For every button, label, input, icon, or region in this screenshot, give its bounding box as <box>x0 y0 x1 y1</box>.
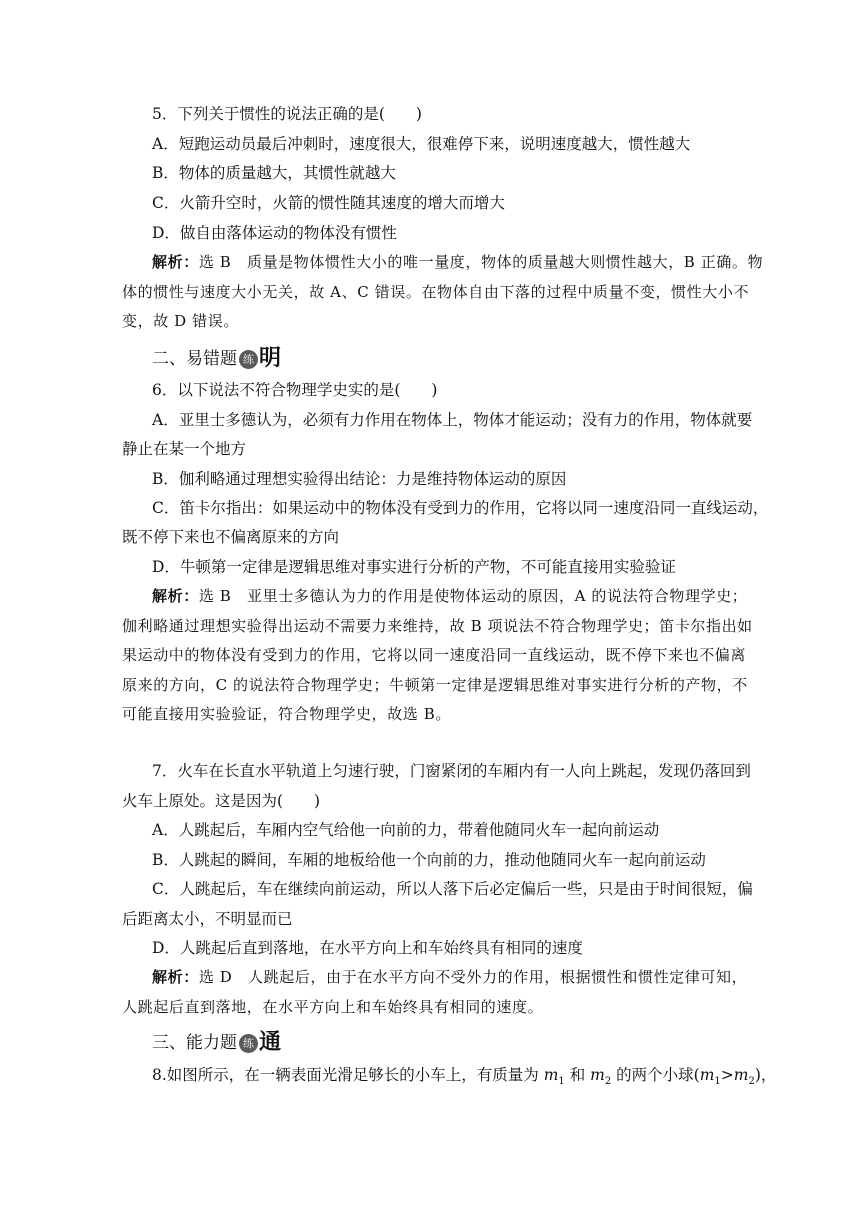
q5-option-a: A．短跑运动员最后冲刺时，速度很大，很难停下来，说明速度越大，惯性越大 <box>152 135 691 153</box>
q8-mass-symbol: m <box>590 1066 605 1084</box>
q5-stem: 5．下列关于惯性的说法正确的是( ) <box>152 105 422 123</box>
q6-option-c-line-1: C．笛卡尔指出：如果运动中的物体没有受到力的作用，它将以同一速度沿同一直线运动， <box>152 499 769 517</box>
q8-greater-than: > <box>720 1066 734 1084</box>
section-2-tail: 明 <box>259 345 282 371</box>
section-heading-3 <box>152 1030 281 1055</box>
section-heading-2 <box>152 346 281 371</box>
q7-analysis-text: 选 D 人跳起后，由于在水平方向不受外力的作用，根据惯性和惯性定律可知， <box>198 968 748 986</box>
q7-analysis-line-2: 人跳起后直到落地，在水平方向上和车始终具有相同的速度。 <box>122 998 544 1016</box>
section-2-title: 二、易错题 <box>152 349 237 369</box>
q8-text-3: 的两个小球( <box>611 1066 700 1084</box>
q8-mass-symbol: m <box>543 1066 559 1084</box>
q6-analysis-line-5: 可能直接用实验验证，符合物理学史，故选 B。 <box>122 705 451 723</box>
analysis-label: 解析： <box>152 587 199 605</box>
q6-option-b: B．伽利略通过理想实验得出结论：力是维持物体运动的原因 <box>152 470 567 488</box>
practice-badge-icon: 练 <box>239 1034 258 1053</box>
q6-analysis-line-3: 果运动中的物体没有受到力的作用，它将以同一速度沿同一直线运动，既不停下来也不偏离 <box>122 646 747 664</box>
q8-text-2: 和 <box>564 1066 591 1084</box>
q8-subscript-1: 1 <box>558 1076 565 1088</box>
q8-text-1: 8.如图所示，在一辆表面光滑足够长的小车上，有质量为 <box>152 1066 544 1084</box>
section-3-title: 三、能力题 <box>152 1033 237 1053</box>
q5-analysis-line-3: 变，故 D 错误。 <box>122 312 239 330</box>
q7-stem-line-2: 火车上原处。这是因为( ) <box>122 792 321 810</box>
q5-option-d: D．做自由落体运动的物体没有惯性 <box>152 224 397 242</box>
q8-stem-line-1 <box>152 1065 777 1092</box>
q6-analysis-line-1 <box>152 586 748 606</box>
q5-analysis-line-2: 体的惯性与速度大小无关，故 A、C 错误。在物体自由下落的过程中质量不变，惯性大小不 <box>122 283 750 301</box>
q6-option-d: D．牛顿第一定律是逻辑思维对事实进行分析的产物，不可能直接用实验验证 <box>152 558 676 576</box>
q6-stem: 6．以下说法不符合物理学史实的是( ) <box>152 381 438 399</box>
q8-subscript-2: 2 <box>604 1076 612 1088</box>
q5-analysis-line-1 <box>152 252 764 272</box>
q8-text-4: )， <box>754 1066 777 1084</box>
q5-analysis-text: 选 B 质量是物体惯性大小的唯一量度，物体的质量越大则惯性越大，B 正确。物 <box>198 253 764 271</box>
q7-stem-line-1: 7．火车在长直水平轨道上匀速行驶，门窗紧闭的车厢内有一人向上跳起，发现仍落回到 <box>152 762 751 780</box>
q6-analysis-line-4: 原来的方向，C 的说法符合物理学史；牛顿第一定律是逻辑思维对事实进行分析的产物，不 <box>122 676 748 694</box>
analysis-label: 解析： <box>152 968 199 986</box>
q5-option-b: B．物体的质量越大，其惯性就越大 <box>152 164 396 182</box>
q8-mass-symbol: m <box>733 1066 749 1084</box>
q7-option-d: D．人跳起后直到落地，在水平方向上和车始终具有相同的速度 <box>152 939 583 957</box>
q5-option-c: C．火箭升空时，火箭的惯性随其速度的增大而增大 <box>152 194 505 212</box>
q6-analysis-text: 选 B 亚里士多德认为力的作用是使物体运动的原因，A 的说法符合物理学史； <box>198 587 748 605</box>
q7-option-a: A．人跳起后，车厢内空气给他一向前的力，带着他随同火车一起向前运动 <box>152 821 660 839</box>
q7-option-b: B．人跳起的瞬间，车厢的地板给他一个向前的力，推动他随同火车一起向前运动 <box>152 851 706 869</box>
q8-subscript-1: 1 <box>714 1076 721 1088</box>
q8-mass-symbol: m <box>699 1066 715 1084</box>
section-3-tail: 通 <box>259 1029 282 1055</box>
practice-badge-icon: 练 <box>239 350 258 369</box>
q8-subscript-2: 2 <box>748 1076 755 1088</box>
q7-option-c-line-1: C．人跳起后，车在继续向前运动，所以人落下后必定偏后一些，只是由于时间很短，偏 <box>152 880 753 898</box>
q7-option-c-line-2: 后距离太小，不明显而已 <box>122 910 293 928</box>
q6-option-a-line-1: A．亚里士多德认为，必须有力作用在物体上，物体才能运动；没有力的作用，物体就要 <box>152 411 753 429</box>
q6-option-a-line-2: 静止在某一个地方 <box>122 440 247 458</box>
analysis-label: 解析： <box>152 253 199 271</box>
q6-option-c-line-2: 既不停下来也不偏离原来的方向 <box>122 528 340 546</box>
q6-analysis-line-2: 伽利略通过理想实验得出运动不需要力来维持，故 B 项说法不符合物理学史；笛卡尔指出如 <box>122 617 753 635</box>
q7-analysis-line-1 <box>152 967 748 987</box>
